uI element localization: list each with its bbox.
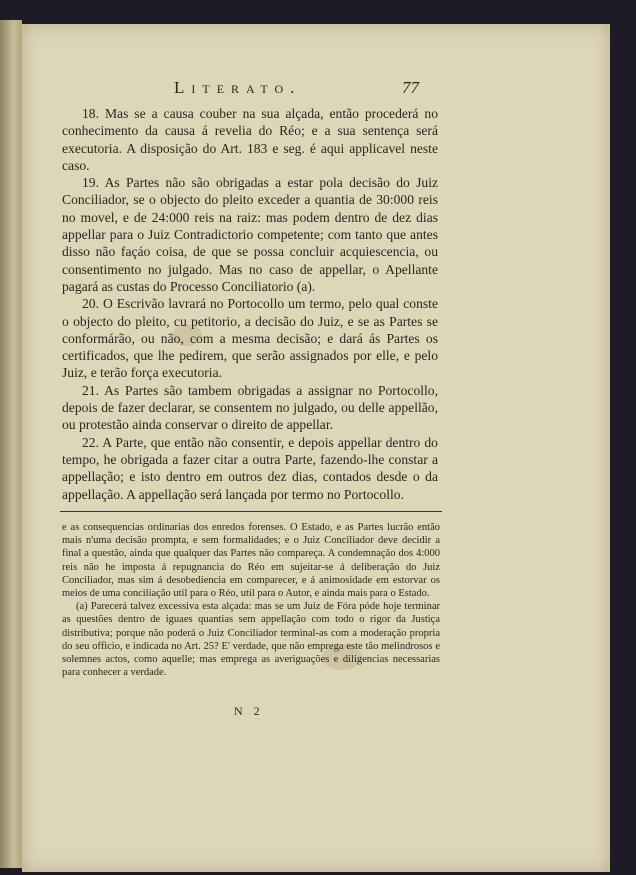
paragraph-number: 19.: [82, 175, 99, 191]
page-number: 77: [402, 78, 419, 97]
paragraph-18: [62, 105, 438, 174]
paragraph-text: As Partes não são obrigadas a estar pola decisão do Juiz Conciliador, se o objecto do pleito exceder a quantia de 30:000 reis no movel, e de 24:000 reis na raiz: mas podem dentro de dez dias appellar para o Juiz Contradictorio competente; com tanto que antes disso não façáo coisa, de que se possa concluir acquiescencia, ou consentimento no julgado. Mas no caso de appellar, o Apellante pagará as custas do Processo Conciliatorio (a).: [62, 175, 438, 294]
paragraph-text: A Parte, que então não consentir, e depois appellar dentro do tempo, he obrigada a fazer citar a outra Parte, fazendo-lhe constar a appellação; e isto dentro em outros dez dias, contados desde o da appellação. A appellação será lançada por termo no Portocollo.: [62, 434, 438, 502]
paragraph-text: Mas se a causa couber na sua alçada, então procederá no conhecimento da causa á revelia do Réo; e a sua sentença será executoria. A disposição do Art. 183 e seg. é aqui applicavel neste caso.: [62, 106, 438, 173]
paragraph-text: O Escrivão lavrará no Portocollo um termo, pelo qual conste o objecto do pleito, cu petitorio, a decisão do Juiz, e se as Partes se conformárão, ou não, com a mesma decisão; e dará ás Partes os certificados, que lhe pedirem, que serão assignados por elle, e pelo Juiz, e terão força executoria.: [62, 296, 438, 381]
running-title: Literato.: [174, 78, 302, 97]
paragraph-number: 18.: [82, 106, 99, 121]
main-text: [62, 105, 438, 503]
footnote-a: (a) Parecerá talvez excessiva esta alçada: mas se um Juiz de Fóra póde hoje terminar as questões dentro de iguaes quantias sem appellação com todo o rigor da Justiça distributiva; porque não poderá o Juiz Conciliador terminal-as com a moderação propria do seu officio, e indicada no Art. 25? E' verdade, que não emprega este tão melindrosos e solemnes actos, como aquelle; mas emprega as averiguações e diligencias necessarias para conhecer a verdade.: [62, 601, 440, 679]
paragraph-21: [62, 382, 438, 434]
paragraph-20: [62, 295, 438, 381]
paragraph-number: 21.: [82, 382, 99, 398]
footnotes: [62, 521, 440, 679]
paragraph-number: 20.: [82, 296, 99, 312]
footnote-divider: [60, 511, 442, 512]
signature-mark: N 2: [234, 704, 264, 718]
paragraph-19: [62, 174, 438, 295]
paragraph-number: 22.: [82, 434, 99, 450]
footnote-continuation: e as consequencias ordinarias dos enredos forenses. O Estado, e as Partes lucrão então mais n'uma decisão prompta, e sem formalidades; e o Juiz Conciliador deve decidir a final a questão, ainda que qualquer das Partes não compareça. A condemnação dos 4:000 reis não he imposta á repugnancia do Réo em sujeitar-se á deliberação do Juiz Conciliador, mas sim á desobediencia em comparecer, e á animosidade em estorvar os meios de uma conciliação util para o Réo, util para o Autor, e ainda mais para o Estado.: [62, 522, 440, 600]
paragraph-text: As Partes são tambem obrigadas a assignar no Portocollo, depois de fazer declarar, se consentem no julgado, ou delle appellão, ou protestão ainda conservar o direito de appellar.: [62, 382, 438, 433]
facing-page-edge: [0, 20, 22, 868]
book-page: [22, 24, 610, 872]
paragraph-22: [62, 434, 438, 503]
